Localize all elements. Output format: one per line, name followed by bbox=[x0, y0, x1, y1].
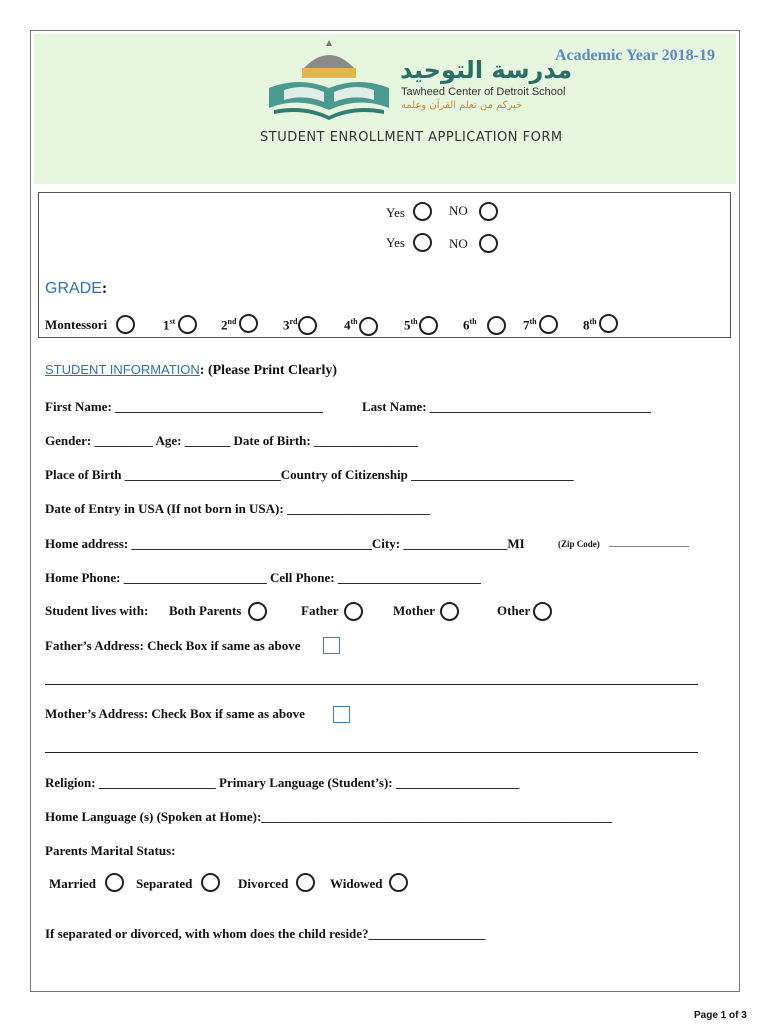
grade-radio-2[interactable] bbox=[239, 314, 258, 333]
grade-label-1: 1st bbox=[163, 317, 176, 333]
grade-label-2: 2nd bbox=[221, 317, 237, 333]
grade-radio-5[interactable] bbox=[419, 316, 438, 335]
marital-married-label: Married bbox=[49, 876, 96, 891]
last-name-field[interactable]: Last Name: __________________________________ bbox=[362, 399, 651, 414]
grade-box bbox=[38, 192, 731, 338]
lives-with-father-radio[interactable] bbox=[344, 602, 363, 621]
grade-label-3: 3rd bbox=[283, 317, 298, 333]
grade-radio-6[interactable] bbox=[487, 316, 506, 335]
marital-divorced-label: Divorced bbox=[238, 876, 289, 891]
marital-married-radio[interactable] bbox=[105, 873, 124, 892]
yes-label-2: Yes bbox=[386, 235, 405, 250]
grade-radio-3[interactable] bbox=[298, 316, 317, 335]
school-name-english: Tawheed Center of Detroit School bbox=[401, 86, 566, 98]
lives-with-label: Student lives with: bbox=[45, 603, 149, 618]
marital-widowed-radio[interactable] bbox=[389, 873, 408, 892]
lives-with-both-label: Both Parents bbox=[169, 603, 242, 618]
grade-radio-1[interactable] bbox=[178, 315, 197, 334]
child-reside-field[interactable]: If separated or divorced, with whom does the child reside?__________________ bbox=[45, 926, 486, 941]
mother-same-address-checkbox[interactable] bbox=[333, 706, 350, 723]
grade-heading: GRADE: bbox=[45, 280, 108, 297]
school-tagline: خيركم من تعلم القرآن وعلمه bbox=[401, 100, 523, 111]
zip-code-field[interactable]: ________________ bbox=[609, 537, 689, 548]
academic-year: Academic Year 2018-19 bbox=[555, 47, 715, 64]
school-name-arabic: مدرسة التوحيد bbox=[400, 56, 573, 84]
zip-code-label: (Zip Code) bbox=[558, 539, 600, 549]
yes-radio-2[interactable] bbox=[413, 233, 432, 252]
father-same-address-checkbox[interactable] bbox=[323, 637, 340, 654]
entry-date-field[interactable]: Date of Entry in USA (If not born in USA): ______________________ bbox=[45, 501, 430, 516]
marital-widowed-label: Widowed bbox=[330, 876, 383, 891]
grade-label-7: 7th bbox=[523, 317, 537, 333]
school-logo bbox=[264, 38, 394, 120]
no-radio-1[interactable] bbox=[479, 202, 498, 221]
father-address-line[interactable] bbox=[45, 684, 698, 685]
form-title: STUDENT ENROLLMENT APPLICATION FORM bbox=[260, 130, 563, 145]
marital-separated-label: Separated bbox=[136, 876, 193, 891]
father-address-label: Father’s Address: Check Box if same as above bbox=[45, 638, 301, 653]
no-radio-2[interactable] bbox=[479, 234, 498, 253]
religion-language-row[interactable]: Religion: __________________ Primary Language (Student’s): ___________________ bbox=[45, 775, 520, 790]
no-label-2: NO bbox=[449, 236, 468, 251]
lives-with-other-label: Other bbox=[497, 603, 531, 618]
grade-label-5: 5th bbox=[404, 317, 418, 333]
marital-divorced-radio[interactable] bbox=[296, 873, 315, 892]
first-name-field[interactable]: First Name: ________________________________ bbox=[45, 399, 324, 414]
grade-label-6: 6th bbox=[463, 317, 477, 333]
grade-label-4: 4th bbox=[344, 317, 358, 333]
yes-label-1: Yes bbox=[386, 205, 405, 220]
mother-address-line[interactable] bbox=[45, 752, 698, 753]
grade-radio-8[interactable] bbox=[599, 314, 618, 333]
lives-with-mother-label: Mother bbox=[393, 603, 435, 618]
gender-age-dob-row[interactable]: Gender: _________ Age: _______ Date of Birth: ________________ bbox=[45, 433, 418, 448]
grade-radio-montessori[interactable] bbox=[116, 315, 135, 334]
grade-radio-7[interactable] bbox=[539, 315, 558, 334]
page-number: Page 1 of 3 bbox=[694, 1010, 747, 1021]
marital-separated-radio[interactable] bbox=[201, 873, 220, 892]
lives-with-father-label: Father bbox=[301, 603, 339, 618]
grade-label-montessori: Montessori bbox=[45, 317, 108, 332]
mother-address-label: Mother’s Address: Check Box if same as above bbox=[45, 706, 305, 721]
student-info-heading: STUDENT INFORMATION: (Please Print Clearly) bbox=[45, 362, 338, 378]
birthplace-citizenship-row[interactable]: Place of Birth ________________________Country of Citizenship _________________________ bbox=[45, 467, 574, 482]
lives-with-mother-radio[interactable] bbox=[440, 602, 459, 621]
grade-label-8: 8th bbox=[583, 317, 597, 333]
marital-status-label: Parents Marital Status: bbox=[45, 843, 176, 858]
phone-row[interactable]: Home Phone: ______________________ Cell Phone: ______________________ bbox=[45, 570, 481, 585]
no-label-1: NO bbox=[449, 203, 468, 218]
grade-radio-4[interactable] bbox=[359, 317, 378, 336]
home-language-field[interactable]: Home Language (s) (Spoken at Home):______________________________________________________ bbox=[45, 809, 613, 824]
lives-with-both-radio[interactable] bbox=[248, 602, 267, 621]
home-address-field[interactable]: Home address: _____________________________________City: ________________MI bbox=[45, 536, 525, 551]
yes-radio-1[interactable] bbox=[413, 202, 432, 221]
lives-with-other-radio[interactable] bbox=[533, 602, 552, 621]
